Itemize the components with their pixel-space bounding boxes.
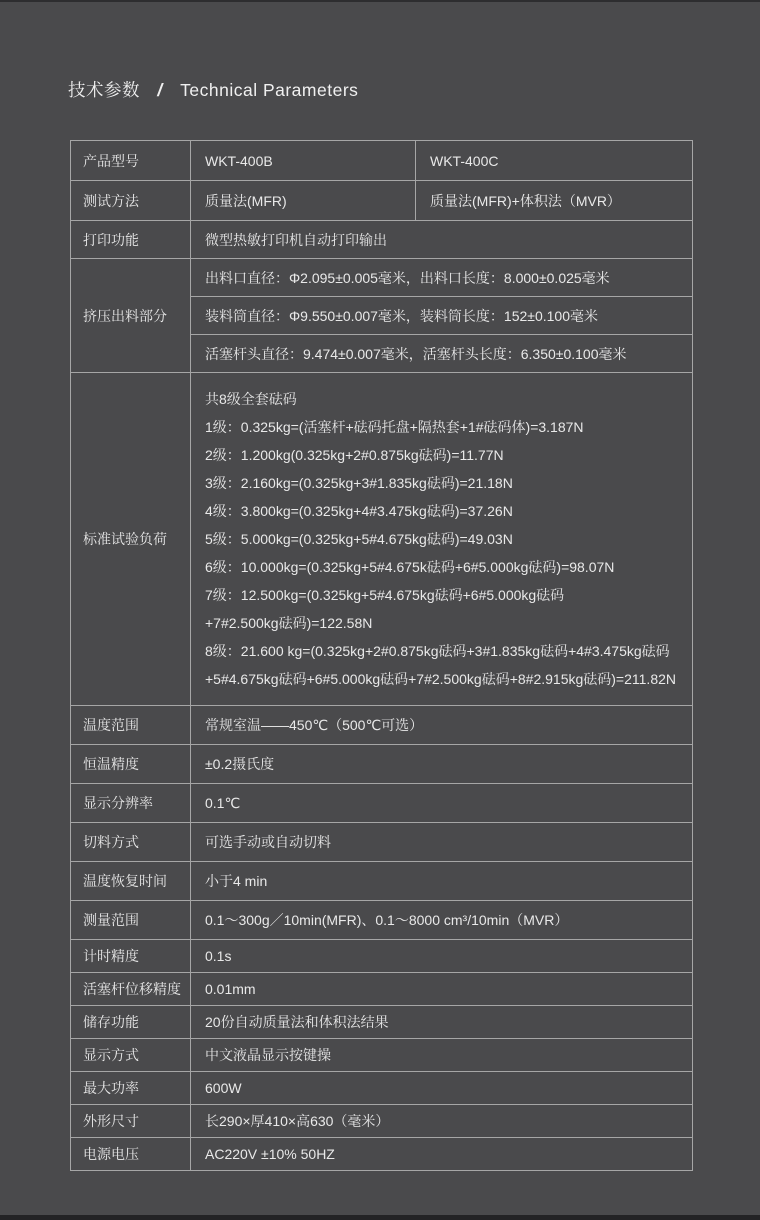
load-line: 2级：1.200kg(0.325kg+2#0.875kg砝码)=11.77N xyxy=(205,447,504,463)
row-label: 产品型号 xyxy=(71,141,191,181)
row-label: 显示分辨率 xyxy=(71,784,191,823)
table-row xyxy=(71,259,693,297)
table-row xyxy=(71,141,693,181)
standard-load-cell xyxy=(191,373,693,706)
load-line: 6级：10.000kg=(0.325kg+5#4.675k砝码+6#5.000kg砝码)=98.07N xyxy=(205,559,615,575)
row-value: 0.1℃ xyxy=(191,784,693,823)
extrusion-line: 装料筒直径：Φ9.550±0.007毫米，装料筒长度：152±0.100毫米 xyxy=(191,297,693,335)
bottom-edge-strip xyxy=(0,1215,760,1220)
load-line: 4级：3.800kg=(0.325kg+4#3.475kg砝码)=37.26N xyxy=(205,503,513,519)
load-line: 8级：21.600 kg=(0.325kg+2#0.875kg砝码+3#1.835kg砝码+4#3.475kg砝码 xyxy=(205,643,670,659)
section-title-en: Technical Parameters xyxy=(180,80,359,100)
row-value: 常规室温——450℃（500℃可选） xyxy=(191,706,693,745)
table-row xyxy=(71,973,693,1006)
table-row xyxy=(71,706,693,745)
table-row xyxy=(71,1072,693,1105)
row-label: 最大功率 xyxy=(71,1072,191,1105)
technical-parameters-table xyxy=(70,140,693,1171)
table-row xyxy=(71,373,693,706)
method-b-cell: 质量法(MFR) xyxy=(191,181,416,221)
row-label: 挤压出料部分 xyxy=(71,259,191,373)
row-label: 标准试验负荷 xyxy=(71,373,191,706)
load-line: +7#2.500kg砝码)=122.58N xyxy=(205,615,373,631)
load-line: 3级：2.160kg=(0.325kg+3#1.835kg砝码)=21.18N xyxy=(205,475,513,491)
row-label: 测试方法 xyxy=(71,181,191,221)
table-row xyxy=(71,784,693,823)
table-row xyxy=(71,1138,693,1171)
section-title-separator: / xyxy=(157,80,163,100)
row-value: 0.1～300g／10min(MFR)、0.1～8000 cm³/10min（MVR） xyxy=(191,901,693,940)
row-value: 20份自动质量法和体积法结果 xyxy=(191,1006,693,1039)
top-edge-strip xyxy=(0,0,760,2)
row-label: 恒温精度 xyxy=(71,745,191,784)
load-line: +5#4.675kg砝码+6#5.000kg砝码+7#2.500kg砝码+8#2.915kg砝码)=211.82N xyxy=(205,671,677,687)
row-value: 可选手动或自动切料 xyxy=(191,823,693,862)
row-label: 活塞杆位移精度 xyxy=(71,973,191,1006)
load-line: 共8级全套砝码 xyxy=(205,391,297,407)
load-line: 5级：5.000kg=(0.325kg+5#4.675kg砝码)=49.03N xyxy=(205,531,513,547)
row-label: 温度范围 xyxy=(71,706,191,745)
row-label: 测量范围 xyxy=(71,901,191,940)
table-row xyxy=(71,940,693,973)
row-value: 600W xyxy=(191,1072,693,1105)
table-row xyxy=(71,1105,693,1138)
row-label: 显示方式 xyxy=(71,1039,191,1072)
load-line: 7级：12.500kg=(0.325kg+5#4.675kg砝码+6#5.000kg砝码 xyxy=(205,587,565,603)
section-title-zh: 技术参数 xyxy=(68,80,140,100)
table-row xyxy=(71,823,693,862)
row-value: AC220V ±10% 50HZ xyxy=(191,1138,693,1171)
row-value: 0.01mm xyxy=(191,973,693,1006)
model-c-cell: WKT-400C xyxy=(416,141,693,181)
table-row xyxy=(71,862,693,901)
row-value: ±0.2摄氏度 xyxy=(191,745,693,784)
extrusion-line: 活塞杆头直径：9.474±0.007毫米，活塞杆头长度：6.350±0.100毫米 xyxy=(191,335,693,373)
section-title xyxy=(68,77,358,102)
row-label: 计时精度 xyxy=(71,940,191,973)
table-row xyxy=(71,181,693,221)
load-line: 1级：0.325kg=(活塞杆+砝码托盘+隔热套+1#砝码体)=3.187N xyxy=(205,419,584,435)
table-row xyxy=(71,1039,693,1072)
table-row xyxy=(71,1006,693,1039)
row-label: 外形尺寸 xyxy=(71,1105,191,1138)
row-label: 储存功能 xyxy=(71,1006,191,1039)
extrusion-line: 出料口直径：Φ2.095±0.005毫米，出料口长度：8.000±0.025毫米 xyxy=(191,259,693,297)
model-b-cell: WKT-400B xyxy=(191,141,416,181)
row-label: 切料方式 xyxy=(71,823,191,862)
row-value: 长290×厚410×高630（毫米） xyxy=(191,1105,693,1138)
row-value: 小于4 min xyxy=(191,862,693,901)
method-c-cell: 质量法(MFR)+体积法（MVR） xyxy=(416,181,693,221)
row-label: 打印功能 xyxy=(71,221,191,259)
row-value: 微型热敏打印机自动打印输出 xyxy=(191,221,693,259)
row-value: 0.1s xyxy=(191,940,693,973)
row-label: 电源电压 xyxy=(71,1138,191,1171)
table-row xyxy=(71,745,693,784)
row-label: 温度恢复时间 xyxy=(71,862,191,901)
row-value: 中文液晶显示按键操 xyxy=(191,1039,693,1072)
table-row xyxy=(71,221,693,259)
table-row xyxy=(71,901,693,940)
